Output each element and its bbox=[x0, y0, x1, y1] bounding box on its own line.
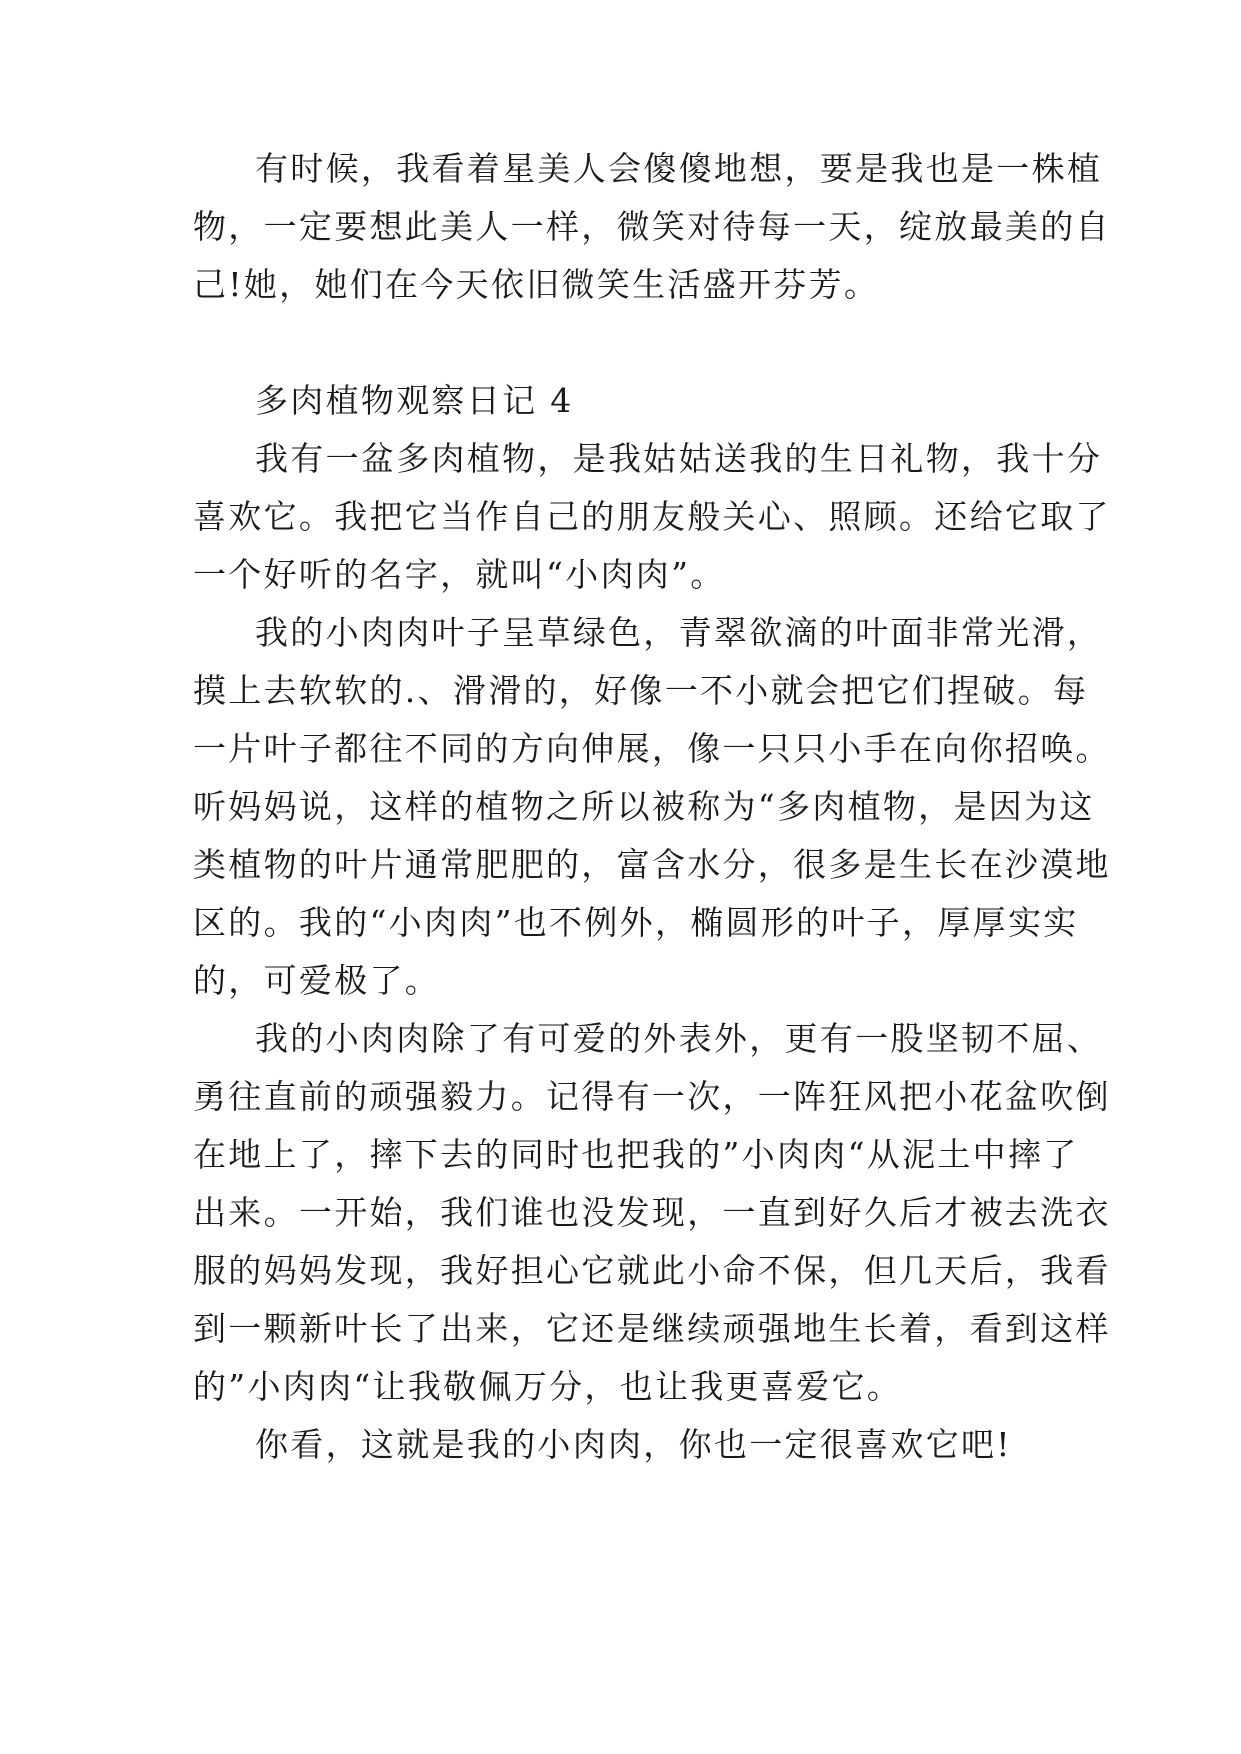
paragraph-line: 物，一定要想此美人一样，微笑对待每一天，绽放最美的自 bbox=[193, 207, 1111, 246]
paragraph-line: 类植物的叶片通常肥肥的，富含水分，很多是生长在沙漠地 bbox=[193, 845, 1111, 884]
paragraph-line: 摸上去软软的.、滑滑的，好像一不小就会把它们捏破。每 bbox=[193, 671, 1089, 710]
paragraph-line: 我有一盆多肉植物，是我姑姑送我的生日礼物，我十分 bbox=[255, 439, 1103, 478]
paragraph-line: 一个好听的名字，就叫“小肉肉”。 bbox=[193, 555, 726, 594]
paragraph-line: 喜欢它。我把它当作自己的朋友般关心、照顾。还给它取了 bbox=[193, 497, 1111, 536]
paragraph-line: 的，可爱极了。 bbox=[193, 961, 441, 1000]
paragraph-line: 己!她，她们在今天依旧微笑生活盛开芬芳。 bbox=[193, 265, 880, 304]
paragraph-line: 到一颗新叶长了出来，它还是继续顽强地生长着，看到这样 bbox=[193, 1309, 1111, 1348]
paragraph-line: 在地上了，摔下去的同时也把我的”小肉肉“从泥土中摔了 bbox=[193, 1135, 1079, 1174]
paragraph-line: 我的小肉肉除了有可爱的外表外，更有一股坚韧不屈、 bbox=[255, 1019, 1103, 1058]
paragraph-line: 你看，这就是我的小肉肉，你也一定很喜欢它吧! bbox=[255, 1425, 1012, 1464]
paragraph-line: 一片叶子都往不同的方向伸展，像一只只小手在向你招唤。 bbox=[193, 729, 1111, 768]
paragraph-line: 区的。我的“小肉肉”也不例外，椭圆形的叶子，厚厚实实 bbox=[193, 903, 1079, 942]
paragraph-line: 我的小肉肉叶子呈草绿色，青翠欲滴的叶面非常光滑， bbox=[255, 613, 1103, 652]
paragraph-line: 听妈妈说，这样的植物之所以被称为“多肉植物，是因为这 bbox=[193, 787, 1095, 826]
paragraph-line: 服的妈妈发现，我好担心它就此小命不保，但几天后，我看 bbox=[193, 1251, 1111, 1290]
section-heading: 多肉植物观察日记 4 bbox=[255, 381, 574, 420]
paragraph-line: 的”小肉肉“让我敬佩万分，也让我更喜爱它。 bbox=[193, 1367, 903, 1406]
paragraph-line: 有时候，我看着星美人会傻傻地想，要是我也是一株植 bbox=[255, 149, 1103, 188]
paragraph-line: 出来。一开始，我们谁也没发现，一直到好久后才被去洗衣 bbox=[193, 1193, 1111, 1232]
paragraph-line: 勇往直前的顽强毅力。记得有一次，一阵狂风把小花盆吹倒 bbox=[193, 1077, 1111, 1116]
